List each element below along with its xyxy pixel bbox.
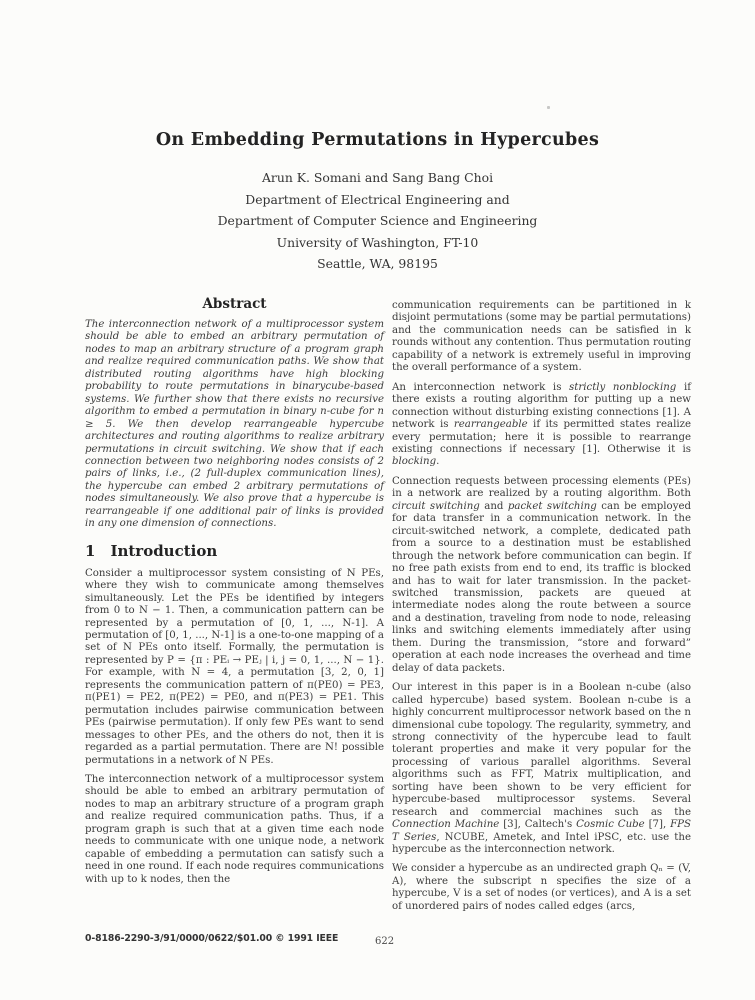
scan-speck: [547, 106, 550, 109]
body-paragraph-4: Our interest in this paper is in a Boolean n-cube (also called hypercube) based system. Boolean n-cube is a highly concurrent multiprocessor network based on the n dimensional cube topology. The regularity, symmetry, and strong connectivity of the hypercube lead to fault tolerant properties and make it very popular for the processing of various parallel algorithms. Several algorithms such as FFT, Matrix multiplication, and sorting have been shown to be very efficient for hypercube-based multiprocessor systems. Several research and commercial machines such as the Connection Machine [3], Caltech's Cosmic Cube [7], FPS T Series, NCUBE, Ametek, and Intel iPSC, etc. use the hypercube as the interconnection network.: [392, 682, 692, 856]
abstract-body: The interconnection network of a multiprocessor system should be able to embed an arbitrary permutation of nodes to map an arbitrary structure of a program graph and realize required communication paths. We show that distributed routing algorithms have high blocking probability to route permutations in binarycube-based systems. We further show that there exists no recursive algorithm to embed a permutation in binary n-cube for n ≥ 5. We then develop rearrangeable hypercube architectures and routing algorithms to realize arbitrary permutations in circuit switching. We show that if each connection between two neighboring nodes consists of 2 pairs of links, i.e., (2 full-duplex communication lines), the hypercube can embed 2 arbitrary permutations of nodes simultaneously. We also prove that a hypercube is rearrangeable if one additional pair of links is provided in any one dimension of connections.: [85, 319, 384, 530]
left-column: [85, 296, 384, 920]
body-paragraph-3: Connection requests between processing elements (PEs) in a network are realized by a routing algorithm. Both circuit switching and packet switching can be employed for data transfer in a communication network. In the circuit-switched network, a complete, dedicated path from a source to a destination must be established through the network before communication can begin. If no free path exists from end to end, its traffic is blocked and has to wait for later transmission. In the packet-switched transmission, packets are queued at intermediate nodes along the route between a source and a destination, traveling from node to node, releasing links and switching elements immediately after using them. During the transmission, “store and forward” operation at each node increases the overhead and time delay of data packets.: [392, 475, 691, 674]
section-number: 1: [85, 541, 96, 560]
introduction-heading: [85, 542, 384, 560]
page-footer: [85, 933, 691, 953]
affiliation-line-1: Department of Electrical Engineering and: [245, 191, 510, 207]
body-paragraph-2: An interconnection network is strictly nonblocking if there exists a routing algorithm for putting up a new connection without disturbing existing connections [1]. A network is rearrangeable if its permitted states realize every permutation; here it is possible to rearrange existing connections if necessary [1]. Otherwise it is blocking.: [392, 381, 691, 468]
body-paragraph-5: We consider a hypercube as an undirected graph Qₙ = (V, A), where the subscript n specifies the size of a hypercube, V is a set of nodes (or vertices), and A is a set of unordered pairs of nodes called edges (arcs,: [392, 863, 691, 912]
author-block: [0, 167, 755, 275]
intro-paragraph-2: The interconnection network of a multiprocessor system should be able to embed an arbitrary permutation of nodes to map an arbitrary structure of a program graph and realize required communication paths. Thus, if a program graph is such that at a given time each node needs to communicate with one unique node, a network capable of embedding a permutation can satisfy such a need in one round. If each node requires communications with up to k nodes, then the: [85, 773, 384, 885]
two-column-body: [85, 296, 691, 920]
authors-line: Arun K. Somani and Sang Bang Choi: [261, 170, 494, 185]
abstract-heading: Abstract: [202, 296, 267, 312]
body-paragraph-1: communication requirements can be partitioned in k disjoint permutations (some may be partial permutations) and the communication needs can be satisfied in k rounds without any contention. Thus permutation routing capability of a network is extremely useful in improving the overall performance of a system.: [392, 300, 691, 374]
affiliation-line-2: Department of Computer Science and Engineering: [217, 213, 538, 229]
right-column: [392, 296, 691, 920]
section-title: Introduction: [110, 541, 218, 560]
intro-paragraph-1: Consider a multiprocessor system consisting of N PEs, where they wish to communicate among themselves simultaneously. Let the PEs be identified by integers from 0 to N − 1. Then, a communication pattern can be represented by a permutation of [0, 1, ..., N-1]. A permutation of [0, 1, ..., N-1] is a one-to-one mapping of a set of N PEs onto itself. Formally, the permutation is represented by P = {π : PEᵢ → PEⱼ | i, j = 0, 1, ..., N − 1}. For example, with N = 4, a permutation [3, 2, 0, 1] represents the communication pattern of π(PE0) = PE3, π(PE1) = PE2, π(PE2) = PE0, and π(PE3) = PE1. This permutation includes pairwise communication between PEs (pairwise permutation). If only few PEs want to send messages to other PEs, and the others do not, then it is regarded as a partial permutation. There are N! possible permutations in a network of N PEs.: [85, 567, 384, 766]
affiliation-line-4: Seattle, WA, 98195: [317, 256, 438, 272]
copyright-line: 0-8186-2290-3/91/0000/0622/$01.00 © 1991 IEEE: [85, 933, 339, 944]
page-number: 622: [375, 936, 395, 947]
affiliation-line-3: University of Washington, FT-10: [276, 234, 479, 250]
paper-title: On Embedding Permutations in Hypercubes: [155, 130, 600, 150]
